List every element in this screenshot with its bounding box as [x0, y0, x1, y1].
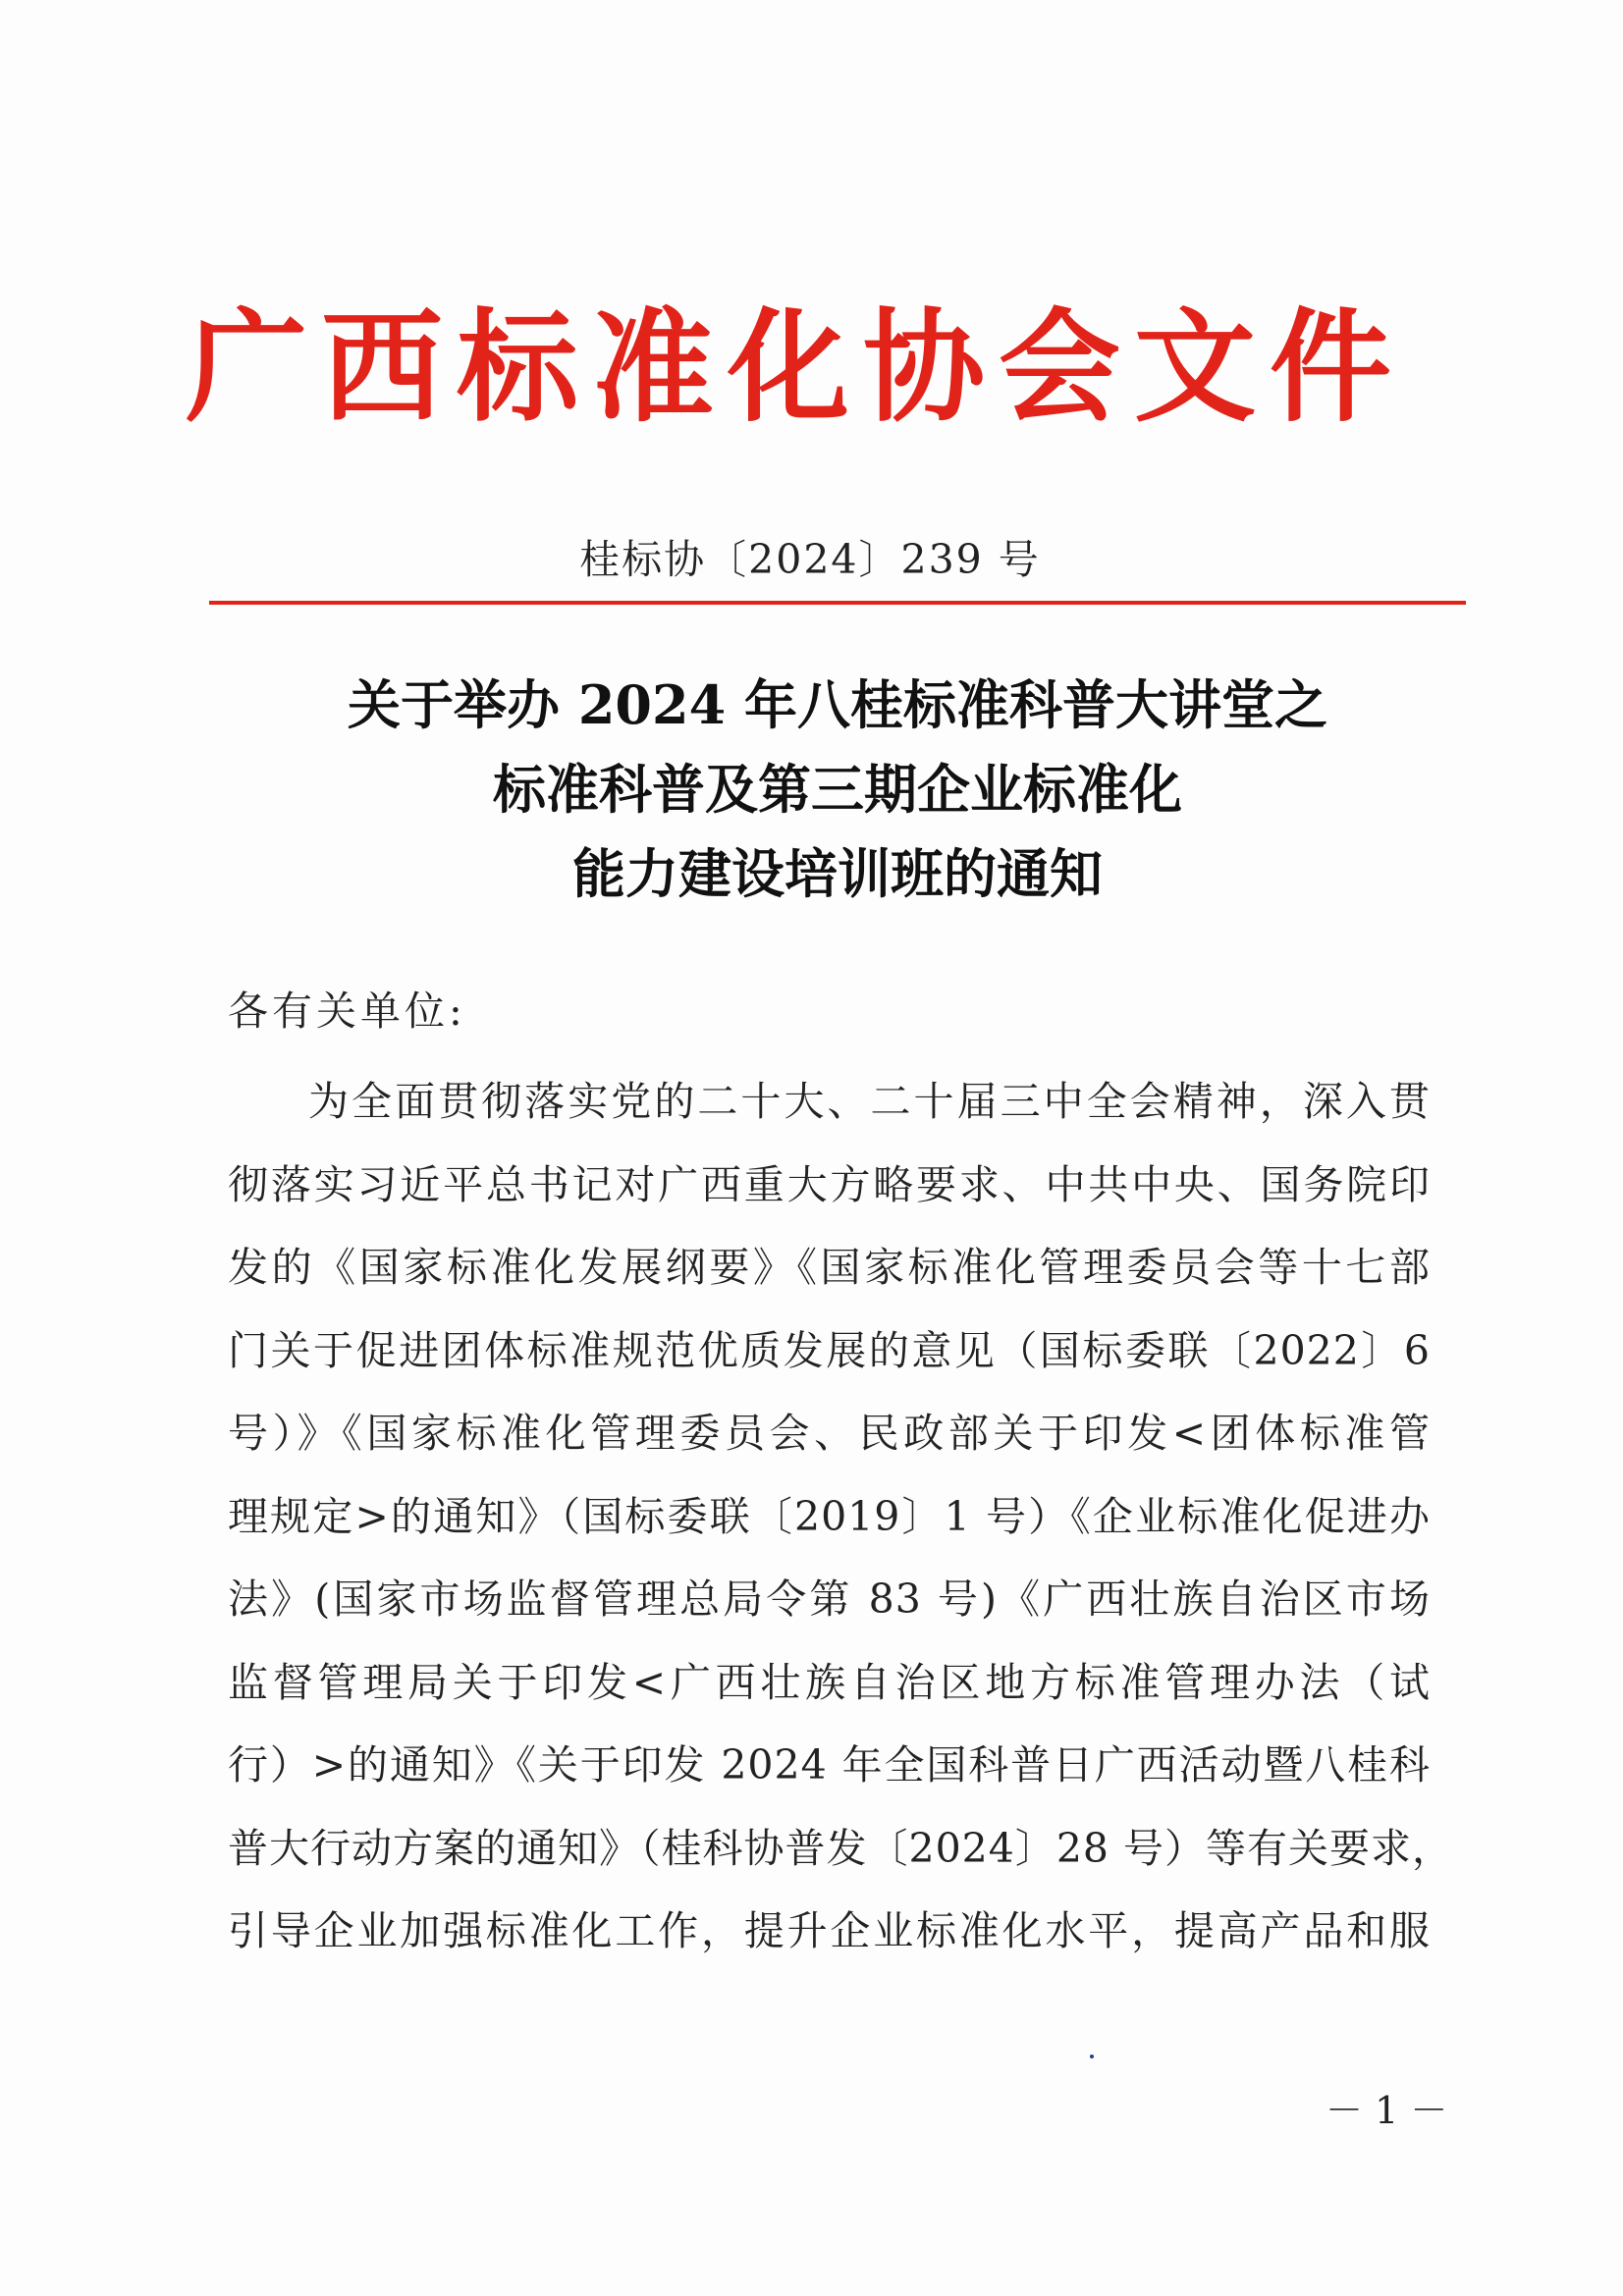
scan-speck: [1090, 2055, 1094, 2058]
body-line: 引导企业加强标准化工作，提升企业标准化水平，提高产品和服: [228, 1907, 1431, 1954]
body-line: 法》(国家市场监督管理总局令第 83 号)《广西壮族自治区市场: [228, 1575, 1431, 1623]
document-number: 桂标协〔2024〕239 号: [579, 536, 1041, 583]
body-line: 号）》《国家标准化管理委员会、民政部关于印发<团体标准管: [228, 1410, 1431, 1457]
body-line: 行）>的通知》《关于印发 2024 年全国科普日广西活动暨八桂科: [228, 1741, 1431, 1789]
body-paragraph: [228, 1060, 1454, 1973]
body-line: 彻落实习近平总书记对广西重大方略要求、中共中央、国务院印: [228, 1160, 1431, 1208]
title-line: 关于举办 2024 年八桂标准科普大讲堂之: [348, 673, 1327, 736]
title-line: 能力建设培训班的通知: [572, 842, 1103, 905]
body-line: 监督管理局关于印发<广西壮族自治区地方标准管理办法（试: [228, 1658, 1431, 1706]
body-line: 发的《国家标准化发展纲要》《国家标准化管理委员会等十七部: [228, 1244, 1431, 1291]
organization-header: 广西标准化协会文件: [185, 296, 1405, 439]
page-number: － 1 －: [1325, 2089, 1448, 2132]
body-line: 门关于促进团体标准规范优质发展的意见（国标委联〔2022〕6: [228, 1326, 1431, 1374]
document-title: [209, 663, 1466, 916]
title-line: 标准科普及第三期企业标准化: [493, 758, 1182, 821]
salutation: 各有关单位:: [228, 988, 466, 1035]
body-line: 为全面贯彻落实党的二十大、二十届三中全会精神，深入贯: [308, 1078, 1431, 1125]
body-line: 理规定>的通知》（国标委联〔2019〕1 号）《企业标准化促进办: [228, 1492, 1431, 1540]
body-line: 普大行动方案的通知》（桂科协普发〔2024〕28 号）等有关要求，: [228, 1824, 1454, 1872]
red-divider-line: [209, 601, 1466, 605]
